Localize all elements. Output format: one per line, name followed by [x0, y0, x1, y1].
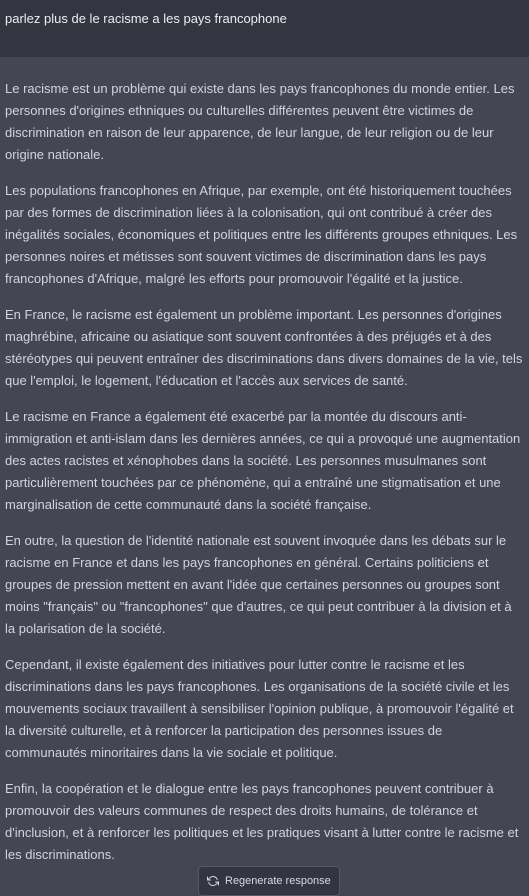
regenerate-response-button[interactable]: [198, 866, 340, 896]
answer-paragraph: En France, le racisme est également un problème important. Les personnes d'origines maghrébine, africaine ou asiatique sont souvent confrontées à des préjugés et à des stéréotypes qui peuvent entraîner des discriminations dans divers domaines de la vie, tels que l'emploi, le logement, l'éducation et l'accès aux services de santé.: [5, 307, 523, 388]
answer-paragraph: Le racisme est un problème qui existe dans les pays francophones du monde entier. Les personnes d'origines ethniques ou culturelles différentes peuvent être victimes de discrimination en raison de leur apparence, de leur langue, de leur religion ou de leur origine nationale.: [5, 81, 515, 162]
answer-paragraph: En outre, la question de l'identité nationale est souvent invoquée dans les débats sur le racisme en France et dans les pays francophones en général. Certains politiciens et groupes de pression mettent en avant l'idée que certaines personnes ou groupes sont moins "français" ou "francophones" que d'autres, ce qui peut contribuer à la division et à la polarisation de la société.: [5, 533, 512, 636]
regenerate-label: Regenerate response: [225, 875, 331, 887]
answer-paragraph: Cependant, il existe également des initiatives pour lutter contre le racisme et les discriminations dans les pays francophones. Les organisations de la société civile et les mouvements sociaux travaillent à sensibiliser l'opinion publique, à promouvoir l'égalité et la diversité culturelle, et à renforcer la participation des personnes issues de communautés minoritaires dans la vie sociale et politique.: [5, 657, 514, 760]
answer-paragraph: Les populations francophones en Afrique, par exemple, ont été historiquement touchées par des formes de discrimination liées à la colonisation, qui ont contribué à créer des inégalités sociales, économiques et politiques entre les différents groupes ethniques. Les personnes noires et métisses sont souvent victimes de discrimination dans les pays francophones d'Afrique, malgré les efforts pour promouvoir l'égalité et la justice.: [5, 183, 518, 286]
refresh-icon: [207, 875, 219, 887]
assistant-message-text: [5, 78, 525, 880]
answer-paragraph: Enfin, la coopération et le dialogue entre les pays francophones peuvent contribuer à promouvoir des valeurs communes de respect des droits humains, de tolérance et d'inclusion, et à renforcer les politiques et les pratiques visant à lutter contre le racisme et les discriminations.: [5, 781, 519, 862]
user-message-row: [0, 0, 529, 57]
answer-paragraph: Le racisme en France a également été exacerbé par la montée du discours anti-immigration et anti-islam dans les dernières années, ce qui a provoqué une augmentation des actes racistes et xénophobes dans la société. Les personnes musulmanes sont particulièrement touchées par ce phénomène, qui a entraîné une stigmatisation et une marginalisation de cette communauté dans la société française.: [5, 409, 521, 512]
assistant-message-row: [0, 57, 529, 881]
user-message-text: parlez plus de le racisme a les pays francophone: [5, 11, 287, 26]
